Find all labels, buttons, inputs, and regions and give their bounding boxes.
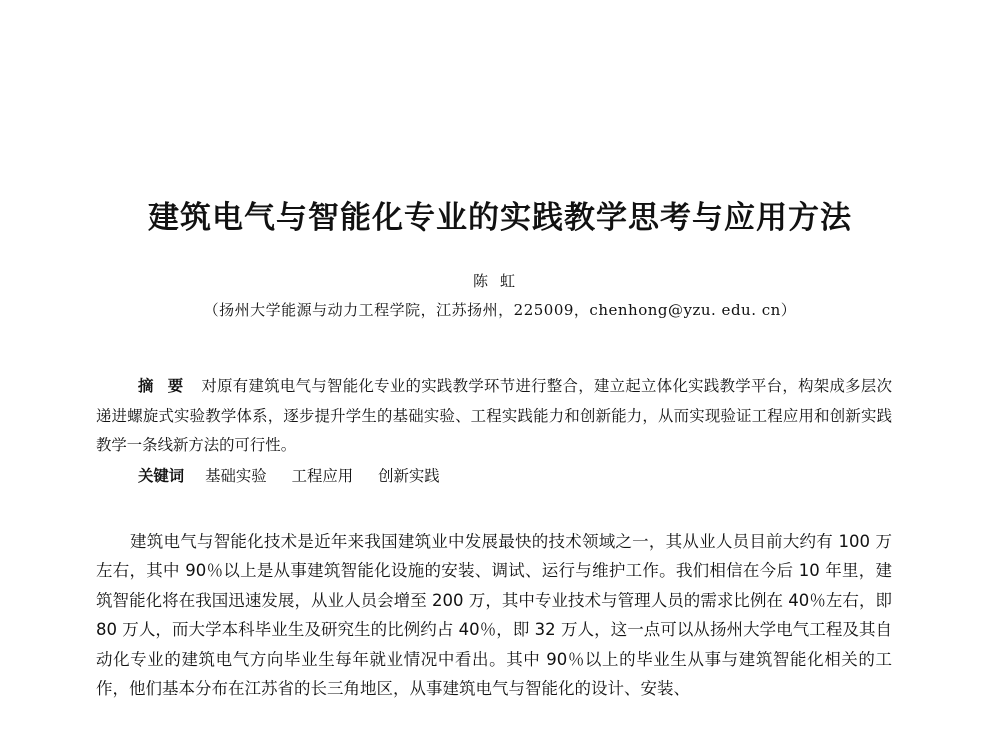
keyword-item: 工程应用	[291, 467, 354, 485]
keywords	[138, 464, 460, 488]
body-paragraph: 建筑电气与智能化技术是近年来我国建筑业中发展最快的技术领域之一，其从业人员目前大约有 100 万左右，其中 90％以上是从事建筑智能化设施的安装、调试、运行与维护工作。我们相信在今后 10 年里，建筑智能化将在我国迅速发展，从业人员会增至 200 万，其中专业技术与管理人员的需求比例在 40％左右，即 80 万人，而大学本科毕业生及研究生的比例约占 40％，即 32 万人，这一点可以从扬州大学电气工程及其自动化专业的建筑电气方向毕业生每年就业情况中看出。其中 90％以上的毕业生从事与建筑智能化相关的工作，他们基本分布在江苏省的长三角地区，从事建筑电气与智能化的设计、安装、	[96, 532, 892, 699]
keywords-label: 关键词	[138, 467, 185, 485]
author-name: 陈虹	[472, 272, 527, 290]
keyword-item: 基础实验	[205, 467, 267, 485]
abstract	[96, 372, 892, 461]
keyword-item: 创新实践	[378, 467, 440, 485]
abstract-label: 摘要	[138, 377, 198, 395]
abstract-text: 对原有建筑电气与智能化专业的实践教学环节进行整合，建立起立体化实践教学平台，构架成多层次递进螺旋式实验教学体系，逐步提升学生的基础实验、工程实践能力和创新能力，从而实现验证工程应用和创新实践教学一条线新方法的可行性。	[96, 377, 892, 454]
author-affiliation: （扬州大学能源与动力工程学院，江苏扬州，225009，chenhong@yzu. edu. cn）	[203, 301, 797, 319]
paper-title: 建筑电气与智能化专业的实践教学思考与应用方法	[148, 200, 852, 236]
